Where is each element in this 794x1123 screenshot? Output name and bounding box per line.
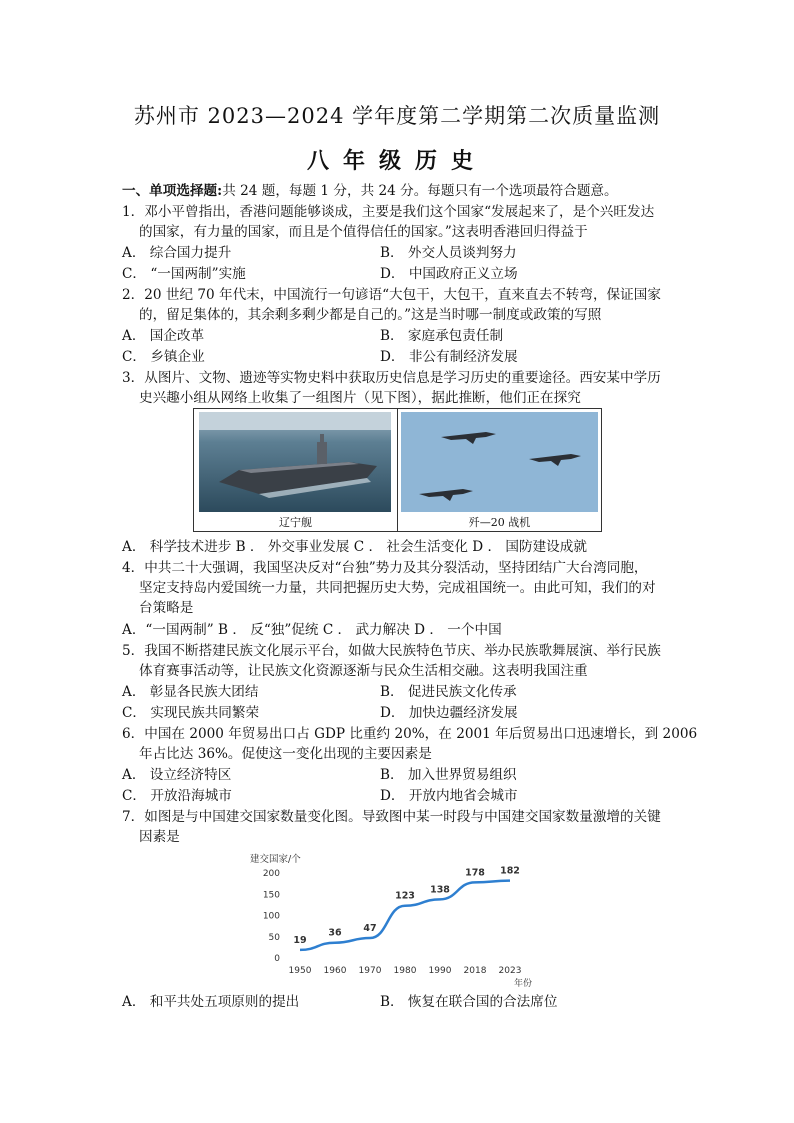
- q2-line2: 的，留足集体的，其余剩多剩少都是自己的。”这是当时哪一制度或政策的写照: [139, 307, 602, 323]
- q6-option-d: D． 开放内地省会城市: [380, 788, 518, 804]
- q5-option-c: C． 实现民族共同繁荣: [122, 705, 260, 721]
- q5-option-b: B． 促进民族文化传承: [380, 684, 517, 700]
- aircraft-carrier-image: [199, 412, 391, 512]
- y-tick-label: 50: [268, 932, 280, 943]
- data-label: 36: [328, 927, 342, 939]
- q5-option-d: D． 加快边疆经济发展: [380, 705, 518, 721]
- q2-option-c: C． 乡镇企业: [122, 349, 205, 365]
- q3-figure: [193, 408, 602, 532]
- q3-line1: 3．从图片、文物、遗迹等实物史料中获取历史信息是学习历史的重要途径。西安某中学历: [122, 370, 661, 386]
- q5-line2: 体育赛事活动等，让民族文化资源逐渐与民众生活相交融。这表明我国注重: [139, 663, 588, 679]
- exam-title: 苏州市 2023—2024 学年度第二学期第二次质量监测: [133, 104, 661, 128]
- j20-fighters-image: [401, 412, 598, 512]
- q1-line2: 的国家，有力量的国家，而且是个值得信任的国家。”这表明香港回归得益于: [139, 224, 588, 240]
- q6-line2: 年占比达 36%。促使这一变化出现的主要因素是: [139, 746, 432, 762]
- q2-option-d: D． 非公有制经济发展: [380, 349, 518, 365]
- x-tick-label: 1960: [323, 966, 347, 976]
- q6-line1: 6．中国在 2000 年贸易出口占 GDP 比重约 20%，在 2001 年后贸易出口迅速增长，到 2006: [122, 726, 698, 742]
- q5-option-a: A． 彰显各民族大团结: [122, 684, 259, 700]
- q1-option-b: B． 外交人员谈判努力: [380, 245, 517, 261]
- caption-liaoning: 辽宁舰: [279, 516, 312, 529]
- q1-line1: 1．邓小平曾指出，香港问题能够谈成，主要是我们这个国家“发展起来了，是个兴旺发达: [122, 204, 655, 220]
- x-tick-label: 1970: [358, 966, 382, 976]
- q4-line3: 台策略是: [139, 600, 194, 616]
- q1-option-c: C． “一国两制”实施: [122, 266, 246, 282]
- caption-j20: 歼—20 战机: [468, 516, 531, 529]
- q7-line2: 因素是: [139, 829, 180, 845]
- x-tick-label: 1950: [288, 966, 312, 976]
- q7-option-b: B． 恢复在联合国的合法席位: [380, 994, 558, 1010]
- q2-option-a: A． 国企改革: [122, 328, 205, 344]
- data-label: 178: [465, 867, 485, 879]
- y-tick-label: 150: [262, 890, 280, 901]
- section-heading-line: [122, 181, 618, 201]
- q4-options: A．“一国两制” B ． 反“独”促统 C ． 武力解决 D ． 一个中国: [122, 622, 502, 638]
- chart-x-label: 年份: [513, 979, 533, 988]
- data-label: 47: [363, 923, 377, 935]
- diplomatic-relations-chart: [245, 848, 545, 988]
- q2-option-b: B． 家庭承包责任制: [380, 328, 504, 344]
- q7-line1: 7．如图是与中国建交国家数量变化图。导致图中某一时段与中国建交国家数量激增的关键: [122, 809, 661, 825]
- q5-line1: 5．我国不断搭建民族文化展示平台，如做大民族特色节庆、举办民族歌舞展演、举行民族: [122, 643, 661, 659]
- exam-subtitle: 八年级历史: [306, 148, 487, 174]
- q7-option-a: A． 和平共处五项原则的提出: [122, 994, 300, 1010]
- data-label: 182: [500, 865, 520, 877]
- section-intro: 共 24 题，每题 1 分，共 24 分。每题只有一个选项最符合题意。: [222, 183, 618, 199]
- x-tick-label: 2023: [498, 966, 522, 976]
- chart-y-label: 建交国家/个: [250, 854, 301, 865]
- q6-option-b: B． 加入世界贸易组织: [380, 767, 517, 783]
- q2-line1: 2．20 世纪 70 年代末，中国流行一句谚语“大包干，大包干，直来直去不转弯，保证国家: [122, 287, 661, 303]
- y-tick-label: 100: [262, 911, 280, 922]
- q3-options: A． 科学技术进步 B ． 外交事业发展 C ． 社会生活变化 D ． 国防建设成就: [122, 539, 587, 555]
- q4-line2: 坚定支持岛内爱国统一力量，共同把握历史大势，完成祖国统一。由此可知，我们的对: [139, 580, 656, 596]
- x-tick-label: 1980: [393, 966, 417, 976]
- figure-divider: [397, 409, 398, 531]
- q1-option-d: D． 中国政府正义立场: [380, 266, 518, 282]
- q4-line1: 4．中共二十大强调，我国坚决反对“台独”势力及其分裂活动，坚持团结广大台湾同胞，: [122, 560, 648, 576]
- y-tick-label: 200: [262, 869, 280, 879]
- q3-line2: 史兴趣小组从网络上收集了一组图片（见下图），据此推断，他们正在探究: [139, 390, 581, 406]
- q1-option-a: A． 综合国力提升: [122, 245, 232, 261]
- data-label: 138: [430, 884, 450, 896]
- data-label: 123: [395, 890, 415, 902]
- data-label: 19: [293, 934, 307, 946]
- q6-option-a: A． 设立经济特区: [122, 767, 232, 783]
- q6-option-c: C． 开放沿海城市: [122, 788, 232, 804]
- x-tick-label: 1990: [428, 966, 452, 976]
- section-heading: 一、单项选择题:: [122, 183, 223, 199]
- x-tick-label: 2018: [463, 966, 487, 976]
- y-tick-label: 0: [274, 954, 280, 964]
